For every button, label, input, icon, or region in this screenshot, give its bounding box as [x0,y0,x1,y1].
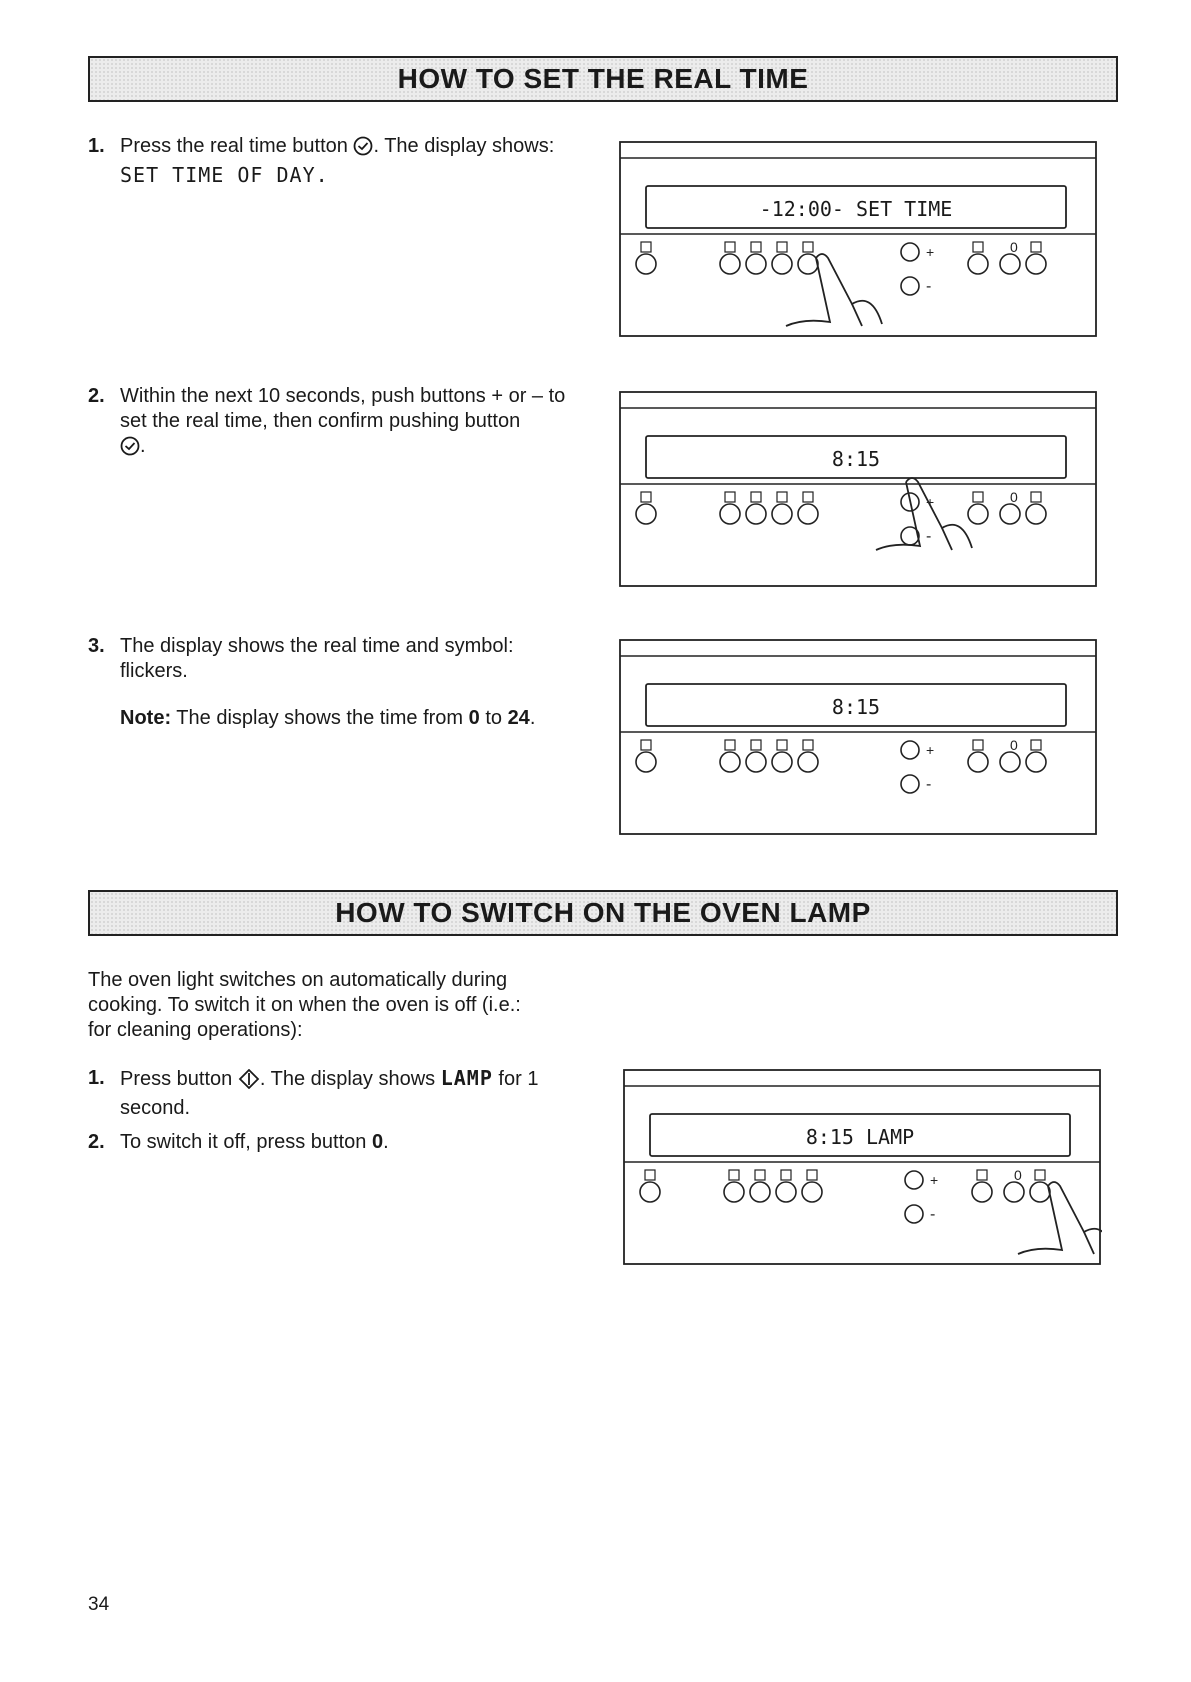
control-knob[interactable] [772,752,792,772]
end-time-icon [777,242,787,252]
display-message: SET TIME OF DAY. [120,163,329,187]
plus-label: + [930,1172,939,1188]
control-panel-illustration [618,638,1098,848]
timer-icon [725,492,735,502]
page-number: 34 [88,1594,110,1615]
clock-icon [120,436,140,463]
step-number: 2. [88,1131,105,1153]
section-header-real-time [88,56,1118,102]
minus-label: - [930,1206,936,1223]
control-knob[interactable] [1030,1182,1050,1202]
zero-label: 0 [1014,1167,1022,1183]
step-text-end: . [140,435,146,457]
control-knob[interactable] [720,254,740,274]
control-panel-illustration [622,1068,1102,1278]
control-knob[interactable] [1026,254,1046,274]
fan-icon [641,740,651,750]
timer-icon [725,740,735,750]
step-text-cont: . The display shows [259,1068,441,1090]
section-header-oven-lamp [88,890,1118,936]
step-text: Within the next 10 seconds, push buttons + or – to set the real time, then confirm pushing button [120,385,566,432]
minus-button[interactable] [901,775,919,793]
minus-button[interactable] [901,277,919,295]
control-panel-illustration [618,390,1098,600]
note-mid: to [479,707,508,729]
cook-time-icon [751,242,761,252]
button-ref: 0 [371,1131,384,1153]
note-end: . [529,707,536,729]
clock-icon [803,242,813,252]
control-panel-illustration [618,140,1098,350]
zero-label: 0 [1010,239,1018,255]
step-text: To switch it off, press button [120,1131,372,1153]
control-panel-svg [618,638,1098,848]
memory-icon [973,740,983,750]
memory-icon [973,242,983,252]
control-knob[interactable] [640,1182,660,1202]
control-knob[interactable] [746,752,766,772]
plus-label: + [926,494,935,510]
clock-icon [807,1170,817,1180]
memory-icon [977,1170,987,1180]
fan-icon [645,1170,655,1180]
note [120,706,568,731]
step-text: Press button [120,1068,233,1090]
fan-icon [641,242,651,252]
zero-label: 0 [1010,489,1018,505]
minus-button[interactable] [905,1205,923,1223]
control-knob[interactable] [1000,752,1020,772]
step-text-end: for 1 second. [120,1068,539,1119]
lcd-display-text: -12:00- SET TIME [759,197,953,221]
section-title: HOW TO SWITCH ON THE OVEN LAMP [335,897,871,928]
lamp-icon [1031,242,1041,252]
lamp-icon [238,1069,260,1096]
note-to: 24 [507,707,530,729]
step-text: Press the real time button [120,135,348,157]
step-number: 1. [88,135,105,157]
note-from: 0 [468,707,480,729]
control-knob[interactable] [1026,504,1046,524]
plus-button[interactable] [901,741,919,759]
oven-lamp-intro: The oven light switches on automatically during cooking. To switch it on when the oven is off (i.e.: for cleaning operations): [88,969,521,1041]
minus-label: - [926,776,932,793]
step-number: 2. [88,385,105,407]
clock-icon [353,136,373,163]
control-knob[interactable] [772,254,792,274]
control-knob[interactable] [798,752,818,772]
control-knob[interactable] [746,504,766,524]
control-knob[interactable] [802,1182,822,1202]
end-time-icon [781,1170,791,1180]
display-message: LAMP [440,1066,493,1090]
note-label: Note: [120,707,172,729]
end-time-icon [777,740,787,750]
control-knob[interactable] [636,752,656,772]
control-panel-svg [618,140,1098,350]
control-knob[interactable] [636,254,656,274]
control-panel-svg [618,390,1098,600]
step-number: 3. [88,635,105,657]
plus-label: + [926,742,935,758]
control-knob[interactable] [1000,254,1020,274]
step-text-cont: . The display shows: [373,135,555,157]
step-2-oven-lamp [88,1130,568,1155]
lamp-icon [1035,1170,1045,1180]
step-1-real-time [88,134,568,189]
lcd-display-text: 8:15 LAMP [805,1125,915,1149]
lcd-display-text: 8:15 [831,447,881,471]
control-knob[interactable] [750,1182,770,1202]
control-knob[interactable] [972,1182,992,1202]
control-knob[interactable] [636,504,656,524]
plus-label: + [926,244,935,260]
control-knob[interactable] [720,504,740,524]
control-knob[interactable] [968,254,988,274]
lamp-icon [1031,740,1041,750]
plus-button[interactable] [905,1171,923,1189]
step-2-real-time [88,384,568,463]
memory-icon [973,492,983,502]
section-title: HOW TO SET THE REAL TIME [397,63,809,94]
hand-pointer-icon [876,478,972,550]
control-knob[interactable] [798,254,818,274]
hand-pointer-icon [786,254,882,326]
cook-time-icon [755,1170,765,1180]
clock-icon [803,492,813,502]
step-3-real-time [88,634,568,731]
zero-label: 0 [1010,737,1018,753]
control-knob[interactable] [798,504,818,524]
control-knob[interactable] [720,752,740,772]
control-panel-svg [622,1068,1102,1278]
control-knob[interactable] [968,752,988,772]
clock-icon [803,740,813,750]
fan-icon [641,492,651,502]
lcd-display-text: 8:15 [831,695,881,719]
cook-time-icon [751,492,761,502]
timer-icon [729,1170,739,1180]
step-text: The display shows the real time and symbol: flickers. [120,635,514,682]
control-knob[interactable] [724,1182,744,1202]
control-knob[interactable] [1026,752,1046,772]
control-knob[interactable] [1000,504,1020,524]
control-knob[interactable] [968,504,988,524]
control-knob[interactable] [1004,1182,1024,1202]
timer-icon [725,242,735,252]
note-text: The display shows the time from [171,707,469,729]
minus-label: - [926,528,932,545]
plus-button[interactable] [901,243,919,261]
end-time-icon [777,492,787,502]
lamp-icon [1031,492,1041,502]
step-number: 1. [88,1067,105,1089]
step-text-end: . [383,1131,389,1153]
cook-time-icon [751,740,761,750]
control-knob[interactable] [772,504,792,524]
minus-label: - [926,278,932,295]
step-1-oven-lamp [88,1066,558,1121]
control-knob[interactable] [776,1182,796,1202]
control-knob[interactable] [746,254,766,274]
